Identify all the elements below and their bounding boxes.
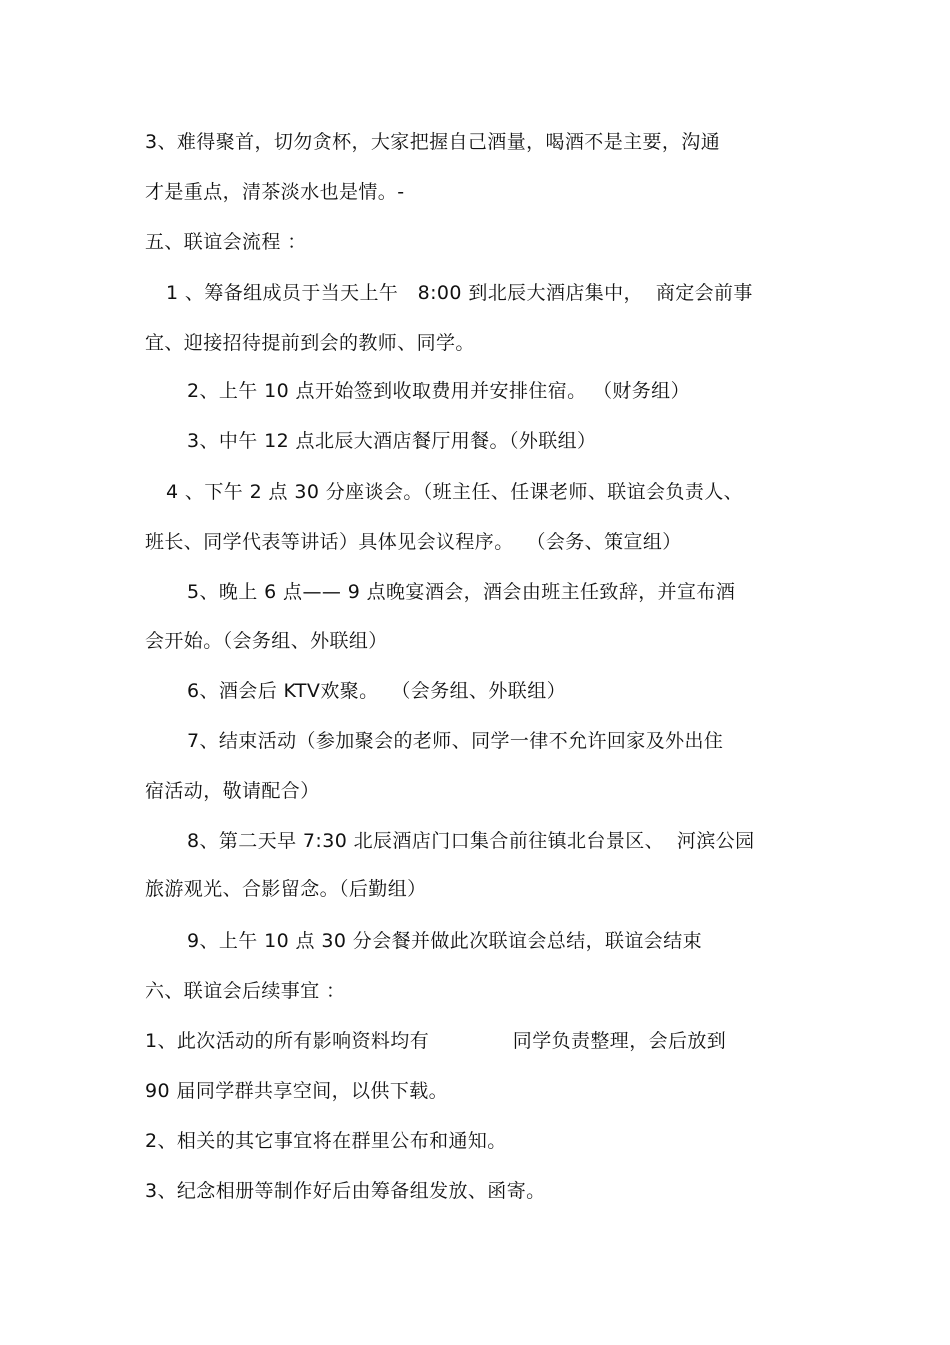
text-line: 1 、筹备组成员于当天上午 8:00 到北辰大酒店集中， 商定会前事 [166,282,753,304]
text-line: 2、上午 10 点开始签到收取费用并安排住宿。 （财务组） [187,380,690,402]
text-line: 5、晚上 6 点—— 9 点晚宴酒会，酒会由班主任致辞，并宣布酒 [187,581,736,603]
text-line: 9、上午 10 点 30 分会餐并做此次联谊会总结，联谊会结束 [187,930,703,952]
text-line: 3、难得聚首，切勿贪杯，大家把握自己酒量，喝酒不是主要，沟通 [145,131,721,153]
text-line: 90 届同学群共享空间，以供下载。 [145,1080,449,1102]
text-line: 7、结束活动（参加聚会的老师、同学一律不允许回家及外出住 [187,730,724,752]
section-heading: 五、联谊会流程 ： [145,231,307,253]
text-line: 会开始。（会务组、外联组） [145,630,388,652]
text-line: 旅游观光、合影留念。（后勤组） [145,878,427,900]
text-line: 2、相关的其它事宜将在群里公布和通知。 [145,1130,507,1152]
text-line: 3、中午 12 点北辰大酒店餐厅用餐。（外联组） [187,430,597,452]
section-heading: 六、联谊会后续事宜 ： [145,980,346,1002]
text-line: 1、此次活动的所有影响资料均有 同学负责整理，会后放到 [145,1030,727,1052]
text-line: 才是重点，清茶淡水也是情。- [145,181,405,203]
text-line: 班长、同学代表等讲话）具体见会议程序。 （会务、策宣组） [145,531,682,553]
text-line: 6、酒会后 KTV欢聚。 （会务组、外联组） [187,680,566,702]
text-line: 3、纪念相册等制作好后由筹备组发放、函寄。 [145,1180,546,1202]
text-line: 4 、下午 2 点 30 分座谈会。（班主任、任课老师、联谊会负责人、 [166,481,744,503]
text-line: 8、第二天早 7:30 北辰酒店门口集合前往镇北台景区、 河滨公园 [187,830,755,852]
text-line: 宜、迎接招待提前到会的教师、同学。 [145,332,475,354]
text-line: 宿活动，敬请配合） [145,780,320,802]
